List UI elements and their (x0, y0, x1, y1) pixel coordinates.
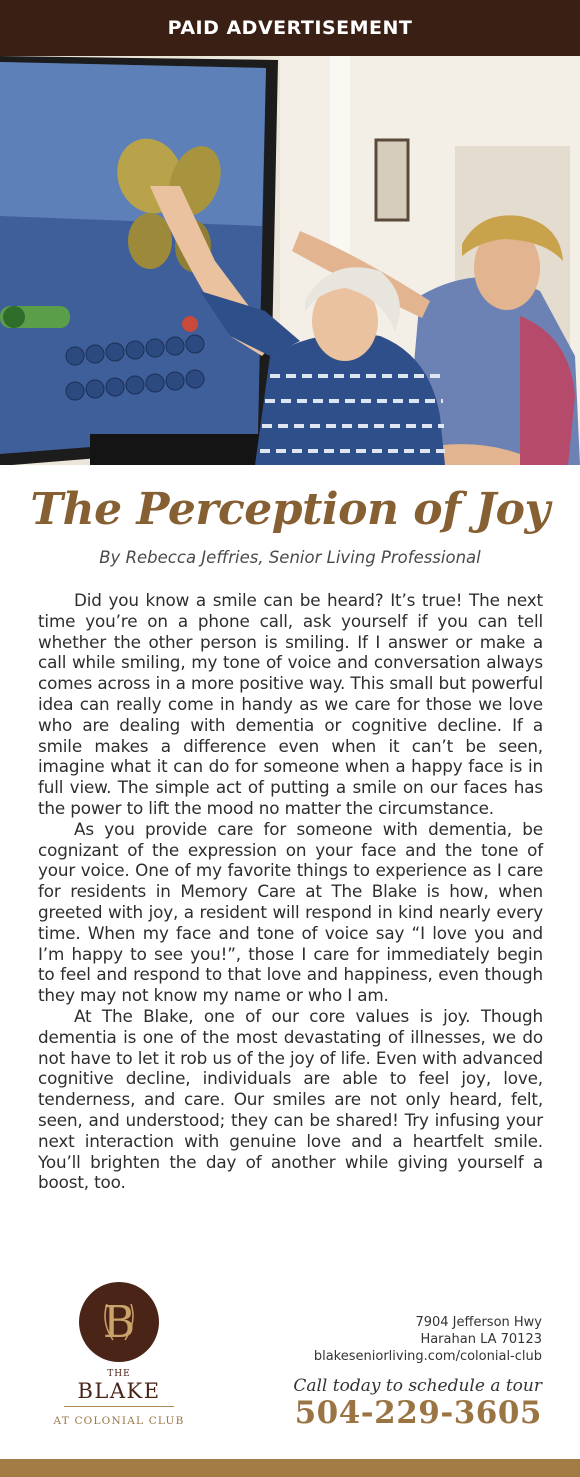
contact-block (242, 1314, 542, 1365)
paid-advertisement-banner (0, 0, 580, 56)
logo-the: THE (107, 1369, 131, 1379)
article-byline: By Rebecca Jeffries, Senior Living Professional (99, 548, 481, 567)
logo-divider (64, 1406, 174, 1407)
blake-logo-mark (79, 1282, 159, 1362)
address-line-1: 7904 Jefferson Hwy (415, 1315, 542, 1330)
article-paragraph: As you provide care for someone with dementia, be cognizant of the expression on your face and the tone of your voice. One of my favorite things to experience as I care for residents in Memory Care at The Blake is how, when greeted with joy, a resident will respond in kind nearly every time. When my face and tone of voice say “I love you and I’m happy to see you!”, those I care for immediately begin to feel and respond to that love and happiness, even though they may not know my name or who I am. (38, 818, 543, 1006)
call-to-action: Call today to schedule a tour (293, 1376, 542, 1396)
monogram-icon (79, 1282, 159, 1362)
article-body (38, 590, 543, 1193)
logo-name: BLAKE (77, 1379, 161, 1403)
bottom-band (0, 1459, 580, 1477)
phone-number[interactable]: 504-229-3605 (294, 1395, 542, 1431)
photo-illustration (0, 56, 580, 465)
svg-text:B: B (102, 1297, 136, 1348)
article-paragraph: At The Blake, one of our core values is joy. Though dementia is one of the most devastating of illnesses, we do not have to let it rob us of the joy of life. Even with advanced cognitive decline, individuals are able to feel joy, love, tenderness, and care. Our smiles are not only heard, felt, seen, and understood; they can be shared! Try infusing your next interaction with genuine love and a heartfelt smile. You’ll brighten the day of another while giving yourself a boost, too. (38, 1005, 543, 1193)
article-paragraph: Did you know a smile can be heard? It’s true! The next time you’re on a phone call, ask yourself if you can tell whether the other person is smiling. If I answer or make a call while smiling, my tone of voice and conversation always comes across in a more positive way. This small but powerful idea can really come in handy as we care for those we love who are dealing with dementia or cognitive decline. If a smile makes a difference even when it can’t be seen, imagine what it can do for someone when a happy face is in full view. The simple act of putting a smile on our faces has the power to lift the mood no matter the circumstance. (38, 590, 543, 818)
logo-subtitle: AT COLONIAL CLUB (53, 1415, 185, 1427)
address-line-2: Harahan LA 70123 (420, 1332, 542, 1347)
website-link[interactable]: blakeseniorliving.com/colonial-club (313, 1349, 542, 1364)
banner-label: PAID ADVERTISEMENT (167, 17, 413, 39)
article-title: The Perception of Joy (30, 484, 550, 535)
hero-photo (0, 56, 580, 465)
